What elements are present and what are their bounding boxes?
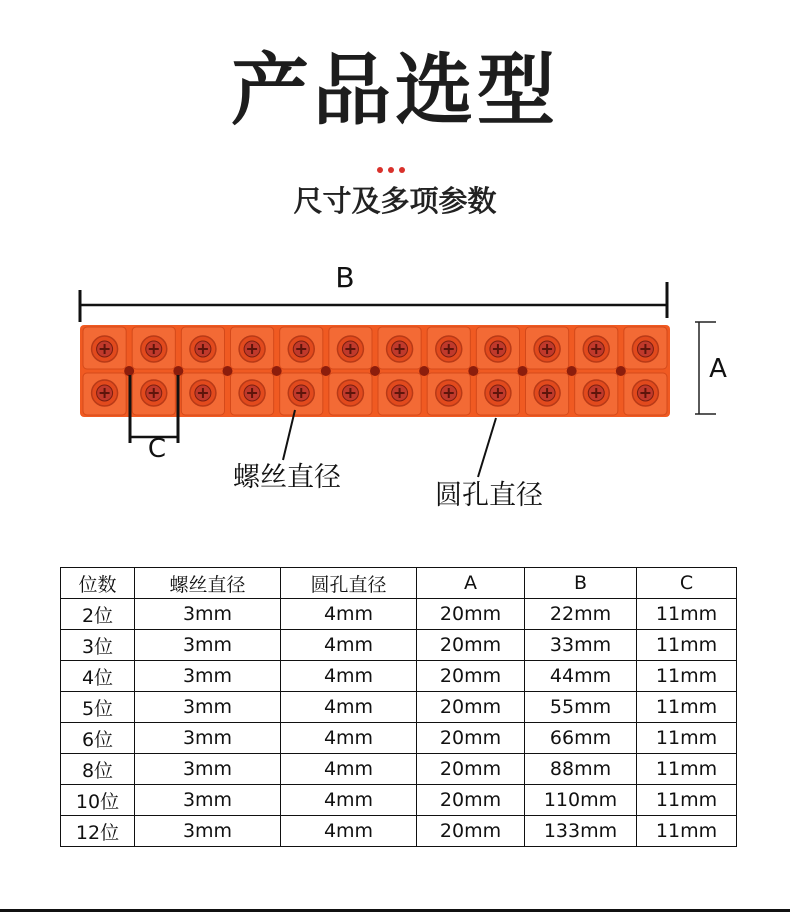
table-cell: 20mm <box>417 754 525 785</box>
table-cell: 20mm <box>417 816 525 847</box>
table-cell: 12位 <box>61 816 135 847</box>
spec-table <box>60 567 737 847</box>
header-hole-diameter: 圆孔直径 <box>281 568 417 599</box>
table-cell: 3mm <box>135 599 281 630</box>
table-cell: 20mm <box>417 785 525 816</box>
table-cell: 8位 <box>61 754 135 785</box>
table-cell: 4mm <box>281 599 417 630</box>
table-cell: 11mm <box>637 785 737 816</box>
label-a: A <box>709 354 727 384</box>
table-cell: 3mm <box>135 723 281 754</box>
table-cell: 20mm <box>417 723 525 754</box>
table-cell: 10位 <box>61 785 135 816</box>
table-row <box>61 816 737 847</box>
header-c: C <box>637 568 737 599</box>
table-cell: 5位 <box>61 692 135 723</box>
table-cell: 4mm <box>281 630 417 661</box>
table-row <box>61 599 737 630</box>
table-row <box>61 630 737 661</box>
table-cell: 11mm <box>637 630 737 661</box>
table-cell: 4mm <box>281 692 417 723</box>
table-cell: 3mm <box>135 661 281 692</box>
table-cell: 88mm <box>525 754 637 785</box>
label-hole-diameter: 圆孔直径 <box>435 480 543 511</box>
table-cell: 11mm <box>637 723 737 754</box>
table-cell: 11mm <box>637 599 737 630</box>
table-cell: 4位 <box>61 661 135 692</box>
table-cell: 44mm <box>525 661 637 692</box>
table-cell: 110mm <box>525 785 637 816</box>
header-positions: 位数 <box>61 568 135 599</box>
table-cell: 20mm <box>417 599 525 630</box>
table-row <box>61 692 737 723</box>
table-cell: 20mm <box>417 630 525 661</box>
table-cell: 4mm <box>281 661 417 692</box>
table-header-row <box>61 568 737 599</box>
table-cell: 3mm <box>135 692 281 723</box>
terminal-block-diagram <box>0 250 790 520</box>
table-cell: 6位 <box>61 723 135 754</box>
page-subtitle: 尺寸及多项参数 <box>293 184 497 218</box>
table-row <box>61 785 737 816</box>
table-cell: 4mm <box>281 723 417 754</box>
table-cell: 22mm <box>525 599 637 630</box>
table-cell: 4mm <box>281 816 417 847</box>
table-cell: 3mm <box>135 816 281 847</box>
table-cell: 11mm <box>637 754 737 785</box>
hole-leader-line <box>478 418 496 477</box>
table-row <box>61 754 737 785</box>
table-cell: 3mm <box>135 630 281 661</box>
table-cell: 3mm <box>135 785 281 816</box>
table-row <box>61 661 737 692</box>
table-cell: 4mm <box>281 754 417 785</box>
table-cell: 20mm <box>417 661 525 692</box>
table-cell: 3mm <box>135 754 281 785</box>
screw-leader-line <box>283 410 295 460</box>
table-cell: 4mm <box>281 785 417 816</box>
header-b: B <box>525 568 637 599</box>
table-row <box>61 723 737 754</box>
table-cell: 11mm <box>637 816 737 847</box>
table-cell: 133mm <box>525 816 637 847</box>
decorative-dots <box>377 158 413 166</box>
header-a: A <box>417 568 525 599</box>
label-screw-diameter: 螺丝直径 <box>233 462 341 493</box>
table-cell: 55mm <box>525 692 637 723</box>
table-cell: 11mm <box>637 661 737 692</box>
table-cell: 20mm <box>417 692 525 723</box>
label-b: B <box>335 261 355 294</box>
table-cell: 33mm <box>525 630 637 661</box>
label-c: C <box>147 434 167 464</box>
page-title: 产品选型 <box>230 46 559 136</box>
table-cell: 66mm <box>525 723 637 754</box>
header-screw-diameter: 螺丝直径 <box>135 568 281 599</box>
table-cell: 3位 <box>61 630 135 661</box>
table-cell: 11mm <box>637 692 737 723</box>
table-cell: 2位 <box>61 599 135 630</box>
